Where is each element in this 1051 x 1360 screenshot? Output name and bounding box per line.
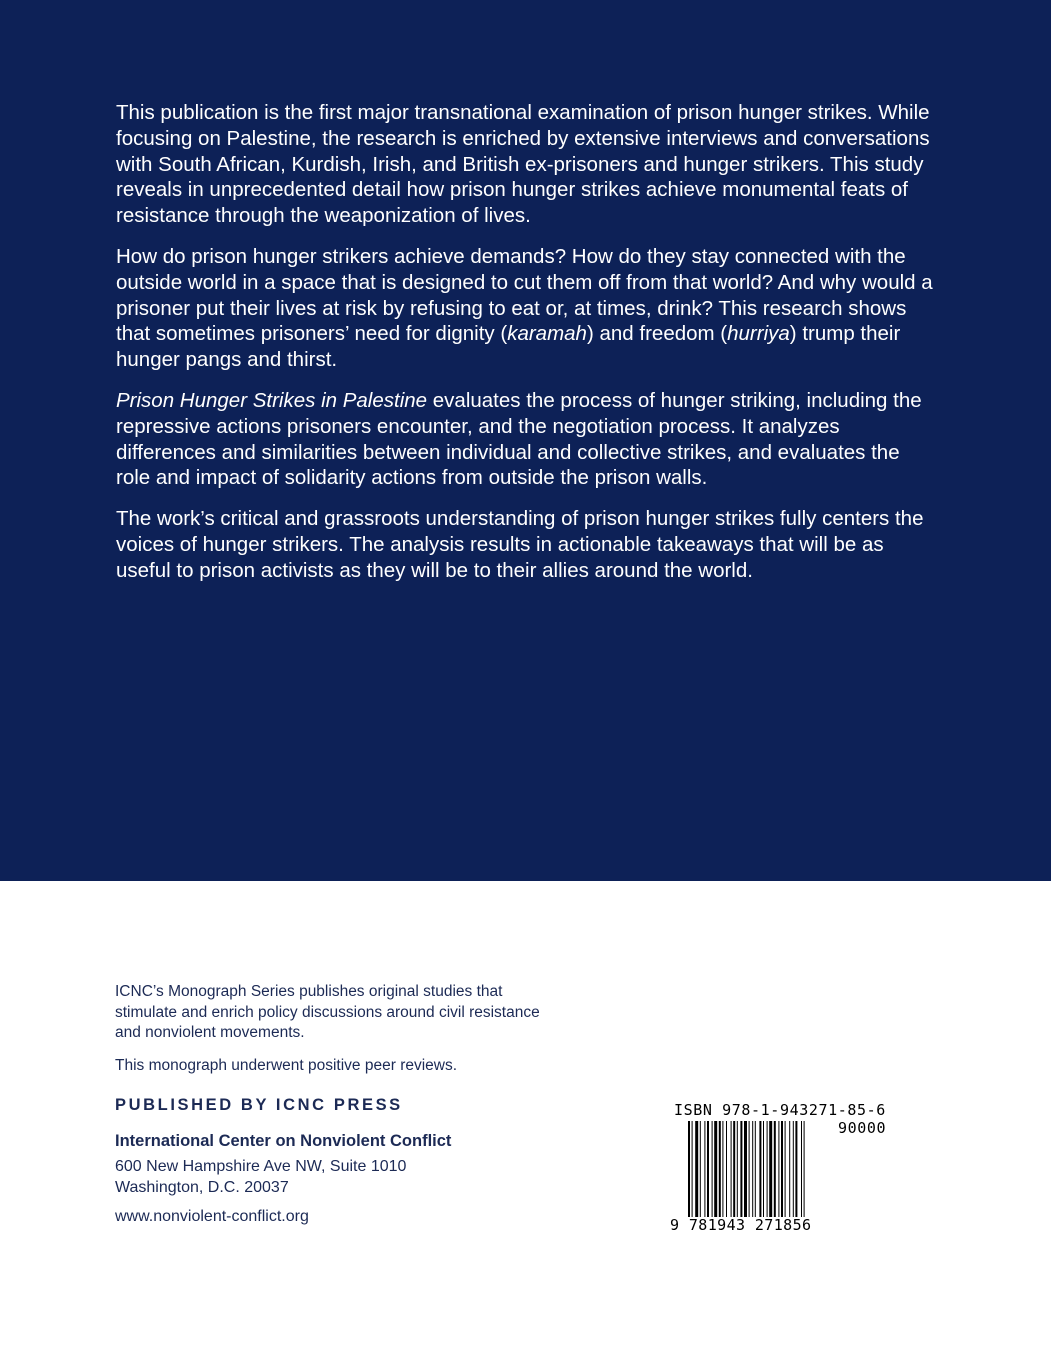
barcode-bar [688,1121,690,1217]
barcode-bar [726,1121,727,1217]
description-paragraph-3 [116,388,936,491]
address [115,1157,545,1198]
barcode-bar [707,1121,709,1217]
publisher-info [115,982,545,1226]
barcode-bar [795,1121,797,1217]
barcode-bar [737,1121,738,1217]
barcode-bar [769,1121,772,1217]
barcode-bar [789,1121,790,1217]
website-link[interactable]: www.nonviolent-conflict.org [115,1208,309,1225]
barcode-bar [714,1121,717,1217]
price-code: 90000 [838,1119,887,1137]
address-line-1: 600 New Hampshire Ave NW, Suite 1010 [115,1158,407,1175]
barcode-bar [731,1121,732,1217]
barcode-bar [749,1121,750,1217]
paragraph-3-text: evaluates the process of hunger striking, including the repressive actions prisoners encounter, and the negotiation process. It analyzes differences and similarities between individual and collective strikes, and evaluates the role and impact of solidarity actions from outside the prison walls. [116,388,922,490]
barcode-bar [719,1121,721,1217]
barcode-bar [767,1121,768,1217]
address-line-2: Washington, D.C. 20037 [115,1178,289,1196]
series-note: ICNC’s Monograph Series publishes original studies that stimulate and enrich policy discussions around civil resistance and nonviolent movements. [115,983,540,1041]
barcode-bar [712,1121,713,1217]
organization-name: International Center on Nonviolent Conflict [115,1132,452,1150]
barcode-bar [733,1121,735,1217]
description-paragraph-1: This publication is the first major transnational examination of prison hunger strikes. While focusing on Palestine, the research is enriched by extensive interviews and conversations with South African, Kurdish, Irish, and British ex-prisoners and hunger strikers. This study reveals in unprecedented detail how prison hunger strikes achieve monumental feats of resistance through the weaponization of lives. [116,101,930,228]
book-title-italic: Prison Hunger Strikes in Palestine [116,388,428,412]
barcode-bar [804,1121,805,1217]
barcode-bar [759,1121,761,1217]
barcode-digits: 9 781943 271856 [670,1216,812,1234]
barcode-bar [695,1121,698,1217]
barcode-bar [744,1121,747,1217]
barcode-bar [785,1121,786,1217]
barcode-bar [781,1121,783,1217]
peer-review-note: This monograph underwent positive peer reviews. [115,1056,458,1074]
barcode-bar [763,1121,764,1217]
paragraph-2-text-1: How do prison hunger strikers achieve demands? How do they stay connected with the outside world in a space that is designed to cut them off from that world? And why would a prisoner put their lives at risk by refusing to eat or, at times, drink? This research shows that sometimes prisoners’ need for dignity ( [116,244,933,346]
term-hurriya: hurriya [727,322,790,346]
book-description [116,100,936,599]
paragraph-2-text-2: ) and freedom ( [586,322,728,346]
barcode-bar [700,1121,701,1217]
barcode-bar [755,1121,756,1217]
barcode-bar [752,1121,753,1217]
term-karamah: karamah [507,322,587,346]
description-paragraph-2 [116,244,936,373]
barcode-bar [801,1121,802,1217]
barcode-bar [704,1121,705,1217]
published-by-heading: PUBLISHED BY ICNC PRESS [115,1096,403,1114]
paragraph-2-text-3: ) trump their hunger pangs and thirst. [116,322,901,372]
isbn-label: ISBN 978-1-943271-85-6 [674,1101,886,1119]
barcode-bar [692,1121,693,1217]
barcode-bar [778,1121,779,1217]
barcode-bar [722,1121,723,1217]
barcode-bar [740,1121,742,1217]
description-paragraph-4: The work’s critical and grassroots understanding of prison hunger strikes fully centers the voices of hunger strikers. The analysis results in actionable takeaways that will be as useful to prison activists as they will be to their allies around the world. [116,507,924,582]
barcode-bars [670,1121,910,1219]
isbn-barcode [670,1101,910,1241]
barcode-bar [774,1121,776,1217]
barcode-bar [793,1121,794,1217]
